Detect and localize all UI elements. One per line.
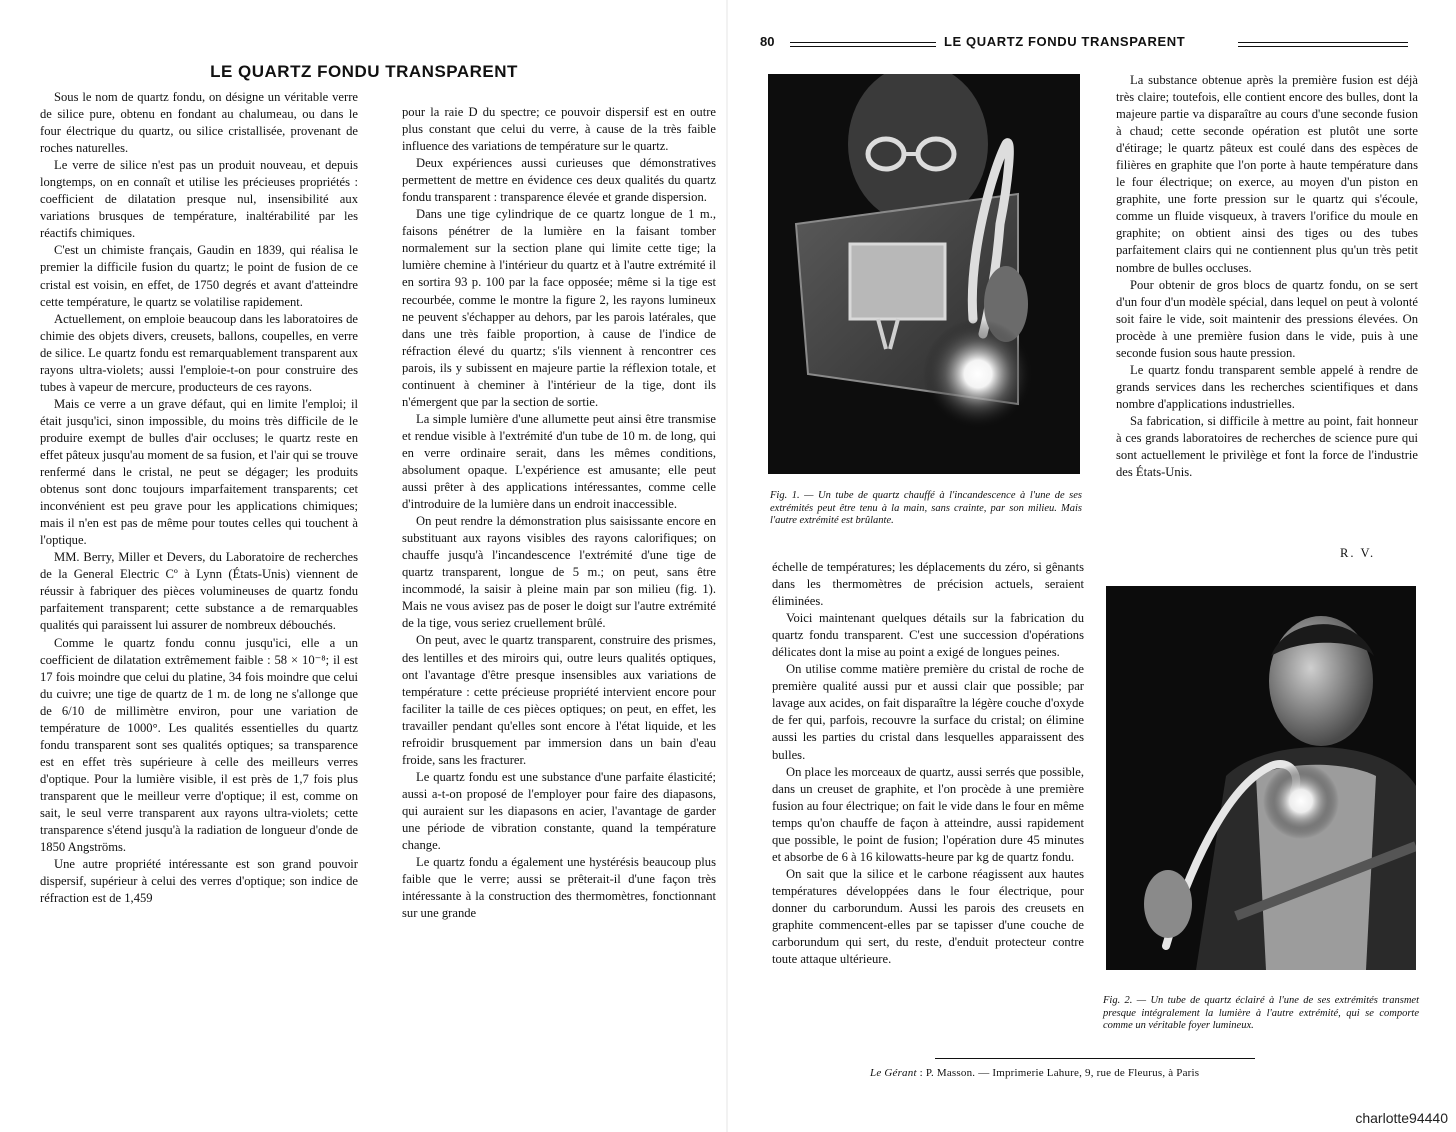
paragraph: MM. Berry, Miller et Devers, du Laboratoire de recherches de la General Electric Cº à Lynn (États-Unis) viennent de réussir à fabriquer des pièces volumineuses de quartz fondu parfaitement transparent; cette substance a de remarquables qualités qui paraissent lui assurer de nombreux débouchés. — [40, 550, 358, 633]
right-column-top — [1116, 72, 1418, 577]
figure-1-illustration — [768, 74, 1080, 474]
paragraph: Sous le nom de quartz fondu, on désigne un véritable verre de silice pure, obtenu en fondant au chalumeau, ou dans le four électrique du quartz, ou silice cristallisée, provenant de roches naturelles. — [40, 90, 358, 156]
paragraph: On peut, avec le quartz transparent, construire des prismes, des lentilles et des miroirs qui, outre leurs qualités optiques, ont l'avantage d'être presque insensibles aux variations de température : cette précieuse propriété intervient encore pour faciliter la taille de ces pièces optiques; on peut, en effet, les travailler pendant qu'elles sont encore à l'état liquide, et les refroidir brusquement par immersion dans un bain d'eau froide, sans les fracturer. — [402, 633, 716, 767]
paragraph: pour la raie D du spectre; ce pouvoir dispersif est en outre plus constant que celui du verre, à cause de la très faible influence des variations de température sur le quartz. — [402, 105, 716, 154]
running-title: LE QUARTZ FONDU TRANSPARENT — [944, 34, 1186, 49]
paragraph: Comme le quartz fondu connu jusqu'ici, elle a un coefficient de dilatation extrêmement faible : 58 × 10⁻⁸; il est 17 fois moindre que celui du platine, 34 fois moindre que celui du cuivre; une tige de quartz de 1 m. de long ne s'allonge que de 6/10 de millimètre environ, pour une variation de température de 1000°. Les qualités essentielles du quartz fondu transparent sont ses qualités optiques; sa transparence est en effet très supérieure à celle des meilleurs verres d'optique. Pour la lumière visible, il est près de 1,7 fois plus transparent que le meilleur verre d'optique; il est, comme on sait, le seul verre transparent aux rayons ultra-violets; cette transparence s'étend jusqu'à la radiation de longueur d'onde de 1850 Angströms. — [40, 635, 358, 855]
author-signature: R. V. — [1340, 546, 1376, 560]
paragraph: Voici maintenant quelques détails sur la fabrication du quartz fondu transparent. C'est une succession d'opérations délicates dont la mise au point a exigé de longues peines. — [772, 611, 1084, 660]
paragraph: On place les morceaux de quartz, aussi serrés que possible, dans un creuset de graphite, et l'on procède à une première fusion au four électrique; on fait le vide dans le four en même temps qu'on chauffe de façon à atteindre, aussi rapidement que possible, le point de fusion; l'opération dure 45 minutes et absorbe de 6 à 16 kilowatts-heure par kg de quartz fondu. — [772, 764, 1084, 864]
figure-2-photo — [1106, 586, 1416, 970]
paragraph: On sait que la silice et le carbone réagissent aux hautes températures développées dans le four électrique, pour donner du carborundum. Aussi les parois des creusets en graphite commencent-elles par se tapisser d'une couche de carborundum qui sert, du reste, d'enduit protecteur contre toute attaque ultérieure. — [772, 866, 1084, 967]
paragraph: Sa fabrication, si difficile à mettre au point, fait honneur à ces grands laboratoires de recherches de science pure qui sont actuellement le privilège et font la force de l'industrie des États-Unis. — [1116, 413, 1418, 480]
paragraph: Le verre de silice n'est pas un produit nouveau, et depuis longtemps, on en connaît et utilise les précieuses propriétés : coefficient de dilatation presque nul, insensibilité aux variations brusques de température, inaltérabilité par les réactifs chimiques. — [40, 158, 358, 241]
paragraph: Le quartz fondu est une substance d'une parfaite élasticité; aussi a-t-on proposé de l'employer pour faire des diapasons, qui auraient sur les diapasons en acier, l'avantage de garder une période de vibration constante, quand la température change. — [402, 769, 716, 853]
figure-1-photo — [768, 74, 1080, 474]
paragraph: Mais ce verre a un grave défaut, qui en limite l'emploi; il était jusqu'ici, sinon impossible, du moins très difficile de le produire exempt de bulles d'air occluses; le quartz reste en effet pâteux jusqu'au moment de sa fusion, et l'air qui se trouve renfermé dans le cristal, ne peut se dégager; les produits obtenus sont donc toujours imparfaitement transparents; cet inconvénient est peu grave pour les applications chimiques; mais il n'en est pas de même pour toutes celles qui touchent à l'optique. — [40, 396, 358, 548]
left-column-1 — [40, 89, 358, 1089]
paragraph: La substance obtenue après la première fusion est déjà très claire; toutefois, elle contient encore des bulles, dont la majeure partie va disparaître au cours d'une seconde fusion à chaud; cette seconde opération est plutôt une sorte d'étirage; le quartz pâteux est coulé dans des espèces de filières en graphite que l'on porte à haute température dans le four électrique; on exerce, au moyen d'un piston en graphite, une forte pression sur le quartz qui s'écoule, comme un fluide visqueux, à travers l'orifice du moule en graphite; on obtient ainsi des tiges ou des tubes parfaitement clairs qui ne contiennent plus qu'un très petit nombre de bulles occluses. — [1116, 73, 1418, 275]
page-number: 80 — [760, 34, 775, 49]
paragraph: Dans une tige cylindrique de ce quartz longue de 1 m., faisons pénétrer de la lumière en la faisant tomber normalement sur la section plane qui limite cette tige; la lumière chemine à l'intérieur du quartz et à l'autre extrémité il en sortira 93 p. 100 par la face opposée; même si la tige est recourbée, comme le montre la figure 2, les rayons lumineux ne peuvent s'échapper au dehors, par les parois latérales, que dans une très faible proportion, à cause de l'indice de réfraction élevé du quartz; s'ils viennent à rencontrer ces parois, ils y subissent en majeure partie la réflexion totale, et continuent à cheminer à l'intérieur de la tige, dont ils n'émergent que par la section de sortie. — [402, 207, 716, 409]
paragraph: Une autre propriété intéressante est son grand pouvoir dispersif, supérieur à celui des verres d'optique; son indice de réfraction est de 1,459 — [40, 857, 358, 906]
footer-rule — [935, 1058, 1255, 1059]
figure-2-illustration — [1106, 586, 1416, 970]
paragraph: On peut rendre la démonstration plus saisissante encore en substituant aux rayons visibles des rayons calorifiques; on chauffe jusqu'à l'incandescence l'extrémité d'une tige de quartz transparent, longue de 5 m.; on peut, sans être incommodé, la saisir à pleine main par son milieu (fig. 1). Mais ne vous avisez pas de poser le doigt sur l'autre extrémité de la tige, vous seriez cruellement brûlé. — [402, 514, 716, 631]
paragraph: Actuellement, on emploie beaucoup dans les laboratoires de chimie des objets divers, creusets, ballons, coupelles, en verre de silice. Le quartz fondu est remarquablement transparent aux rayons ultra-violets; aussi l'emploie-t-on pour construire des tubes à vapeur de mercure, producteurs de ces rayons. — [40, 311, 358, 394]
footer-text: : P. Masson. — Imprimerie Lahure, 9, rue de Fleurus, à Paris — [916, 1067, 1200, 1079]
figure-2-caption: Fig. 2. — Un tube de quartz éclairé à l'une de ses extrémités transmet presque intégralement la lumière à l'autre extrémité, qui se comporte comme un véritable foyer lumineux. — [1103, 995, 1419, 1031]
paragraph: Le quartz fondu a également une hystérésis beaucoup plus faible que le verre; aussi se prêterait-il d'une façon très intéressante à la construction des thermomètres, fonctionnant sur une grande — [402, 855, 716, 921]
paragraph: La simple lumière d'une allumette peut ainsi être transmise et rendue visible à l'extrémité d'un tube de 10 m. de long, qui en verre ordinaire serait, dans les mêmes conditions, absolument opaque. L'expérience est amusante; elle peut aussi prêter à des applications intéressantes, comme celle d'introduire de la lumière dans un endroit inaccessible. — [402, 411, 716, 512]
imprint-footer — [870, 1067, 1430, 1079]
paragraph: Le quartz fondu transparent semble appelé à rendre de grands services dans les recherches scientifiques et dans nombre d'applications industrielles. — [1116, 362, 1418, 411]
paragraph: Deux expériences aussi curieuses que démonstratives permettent de mettre en évidence ces deux qualités du quartz fondu transparent : transparence élevée et grande dispersion. — [402, 156, 716, 205]
paragraph: Pour obtenir de gros blocs de quartz fondu, on se sert d'un four d'un modèle spécial, dans lequel on peut à volonté soit faire le vide, soit maintenir des pressions élevées. On procède à une première fusion dans le vide, puis à une seconde fusion sous haute pression. — [1116, 277, 1418, 360]
header-rule-left — [790, 42, 936, 47]
article-title: LE QUARTZ FONDU TRANSPARENT — [210, 62, 518, 81]
paragraph: On utilise comme matière première du cristal de roche de première qualité aussi pur et aussi clair que possible; par lavage aux acides, on fait disparaître la légère couche d'oxyde de fer qui, parfois, recouvre la surface du cristal; on élimine aussi les parties du cristal dans lesquelles apparaissent des bulles. — [772, 662, 1084, 762]
seller-watermark: charlotte94440 — [1355, 1110, 1448, 1126]
paragraph: échelle de températures; les déplacements du zéro, si gênants dans les thermomètres de précision actuels, seraient éliminées. — [772, 560, 1084, 609]
figure-1-caption: Fig. 1. — Un tube de quartz chauffé à l'incandescence à l'une de ses extrémités peut être tenu à la main, sans crainte, par son milieu. Mais l'autre extrémité est brûlante. — [770, 490, 1082, 526]
left-column-2 — [402, 104, 716, 1064]
running-header — [760, 34, 1408, 52]
right-column-bottom — [772, 559, 1084, 1051]
footer-label: Le Gérant — [870, 1067, 917, 1079]
paragraph: C'est un chimiste français, Gaudin en 1839, qui réalisa le premier la difficile fusion du quartz; le point de fusion de ce cristal est voisin, en effet, de 1750 degrés et avant d'atteindre cette température, le quartz se volatilise rapidement. — [40, 243, 358, 309]
header-rule-right — [1238, 42, 1408, 47]
